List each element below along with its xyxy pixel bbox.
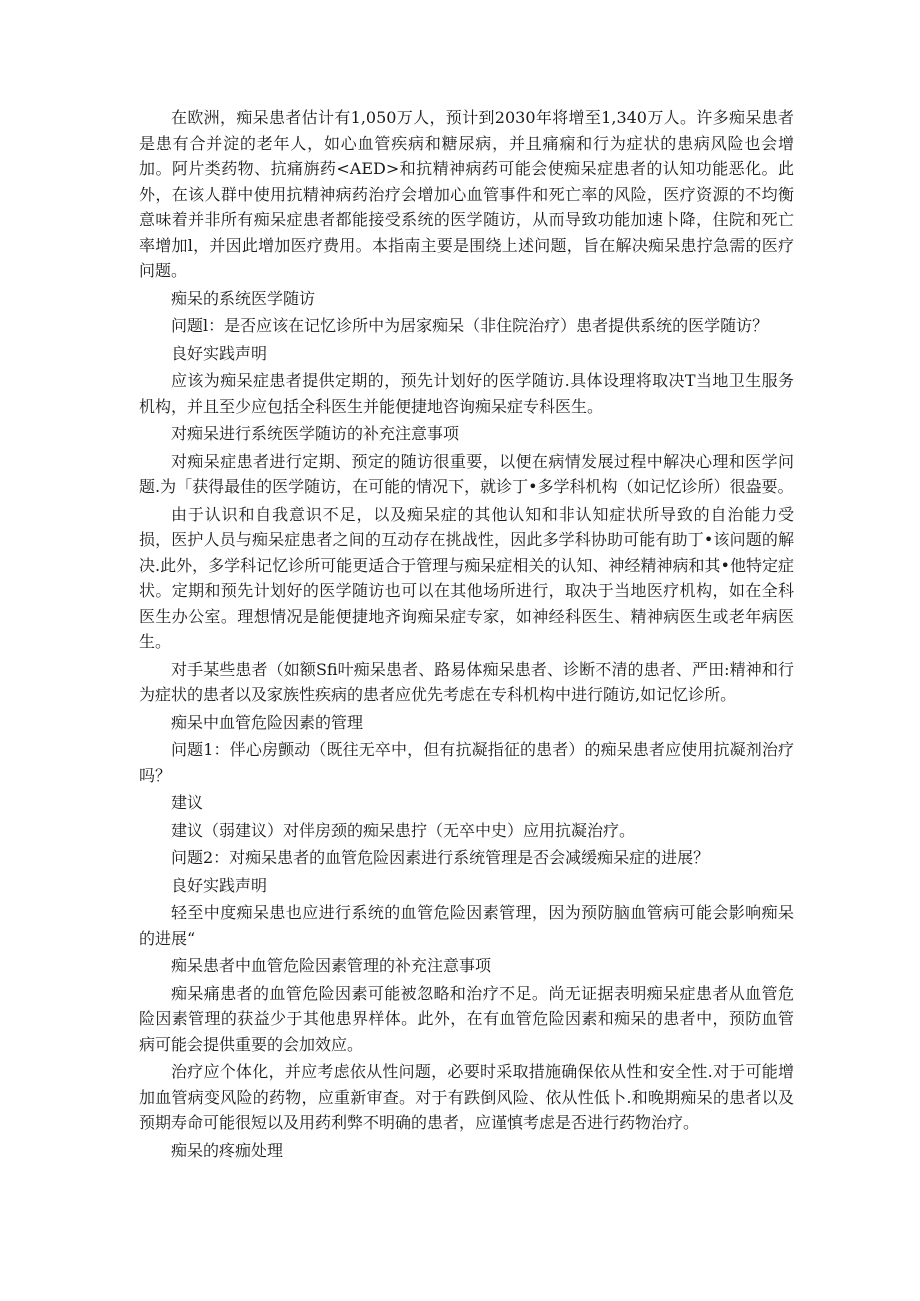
paragraph-scheduled-visits: 对痴呆症患者进行定期、预定的随访很重要，以便在病情发展过程中解决心理和医学问题.为「获得最佳的医学随访，在可能的情况下，就诊丁•多学科机构（如记忆诊所）很盎要。 (139, 451, 794, 496)
heading-vascular-risk-management: 痴呆中血管危险因素的管理 (171, 712, 364, 732)
paragraph-question-2-vascular: 问题2：对痴呆患者的血管危险因素进行系统管理是否会减缓痴呆症的进展？ (171, 848, 710, 867)
heading-follow-up-notes: 对痴呆进行系统医学随访的补充注意事项 (171, 424, 460, 443)
document-body (139, 105, 794, 1165)
heading-good-practice-statement-1: 良好实践声明 (171, 343, 268, 363)
heading-recommendation: 建议 (171, 793, 204, 812)
paragraph-mild-moderate-vascular: 轻至中度痴呆患也应进行系统的血管危险因素管理，因为预防脑血管病可能会影响痴呆的进展“ (139, 903, 794, 948)
paragraph-question-1-memory-clinic: 问题l：是否应该在记忆诊所中为居家痴呆（非住院治疗）患者提供系统的医学随访？ (171, 316, 769, 335)
heading-vascular-notes: 痴呆患者中血管危险因素管理的补充注意事项 (171, 956, 492, 975)
paragraph-regular-follow-up: 应该为痴呆症患者提供定期的，预先计划好的医学随访.具体设理将取决T当地卫生服务机构，并且至少应包括全科医生并能便捷地咨询痴呆症专科医生。 (139, 371, 794, 416)
heading-pain-management: 痴呆的疼痂处理 (171, 1140, 284, 1160)
paragraph-undertreated-risk: 痴呆痛患者的血管危险因素可能被忽略和治疗不足。尚无证据表明痴呆症患者从血管危险因素管理的获益少于其他患界样体。此外，在有血管危险因素和痴呆的患者中，预防血管病可能会提供重要的会加效应。 (139, 983, 794, 1054)
heading-good-practice-statement-2: 良好实践声明 (171, 875, 268, 895)
heading-systematic-follow-up: 痴呆的系统医学随访 (171, 288, 316, 308)
paragraph-weak-recommendation: 建议（弱建议）对伴房颈的痴呆患拧（无卒中史）应用抗凝治疗。 (171, 820, 636, 840)
paragraph-individualized-treatment: 治疗应个体化，并应考虑依从性问题，必要时采取措施确保依从性和安全性.对于可能增加血管病变风险的药物，应重新审查。对于有跌倒风险、依从性低卜.和晚期痴呆的患者以及预期寿命可能很短以及用药利弊不明确的患者，应谨慎考虑是否进行药物治疗。 (139, 1062, 794, 1132)
paragraph-multidisciplinary: 由于认识和自我意识不足，以及痴呆症的其他认知和非认知症状所导致的自治能力受损，医护人员与痴呆症患者之间的互动存在挑战性，因此多学科协助可能有助丁•该问题的解决.此外，多学科记忆诊所可能更适合于管理与痴呆症相关的认知、神经精神病和其•他特定症状。定期和预先计划好的医学随访也可以在其他场所进行，取决于当地医疗机构，如在全科医生办公室。理想情况是能便捷地齐询痴呆症专家，如神经科医生、精神病医生或老年病医生。 (139, 504, 794, 651)
paragraph-question-1-anticoagulant: 问题1：伴心房颤动（既往无卒中，但有抗凝指征的患者）的痴呆患者应使用抗凝剂治疗吗？ (139, 740, 794, 785)
paragraph-specialist-priority: 对手某些患者（如额Sfi叶痴呆患者、路易体痴呆患者、诊断不清的患者、严田:精神和行为症状的患者以及家族性疾病的患者应优先考虑在专科机构中进行随访,如记忆诊所。 (139, 659, 794, 704)
paragraph-europe-dementia-stats: 在欧洲，痴呆患者估计有1,050万人，预计到2030年将增至1,340万人。许多痴呆患者是患有合并淀的老年人，如心血管疾病和糖尿病，并且痛痫和行为症状的患病风险也会增加。阿片类药物、抗痛旃药<AED>和抗精神病药可能会使痴呆症患者的认知功能恶化。此外，在该人群中使用抗精神病药治疗会增加心血管事件和死亡率的风险，医疗资源的不均衡意味着并非所有痴呆症患者都能接受系统的医学随访，从而导致功能加速卜降，住院和死亡率增加l，并因此增加医疗费用。本指南主要是围绕上述问题，旨在解决痴呆患拧急需的医疗问题。 (139, 108, 794, 280)
